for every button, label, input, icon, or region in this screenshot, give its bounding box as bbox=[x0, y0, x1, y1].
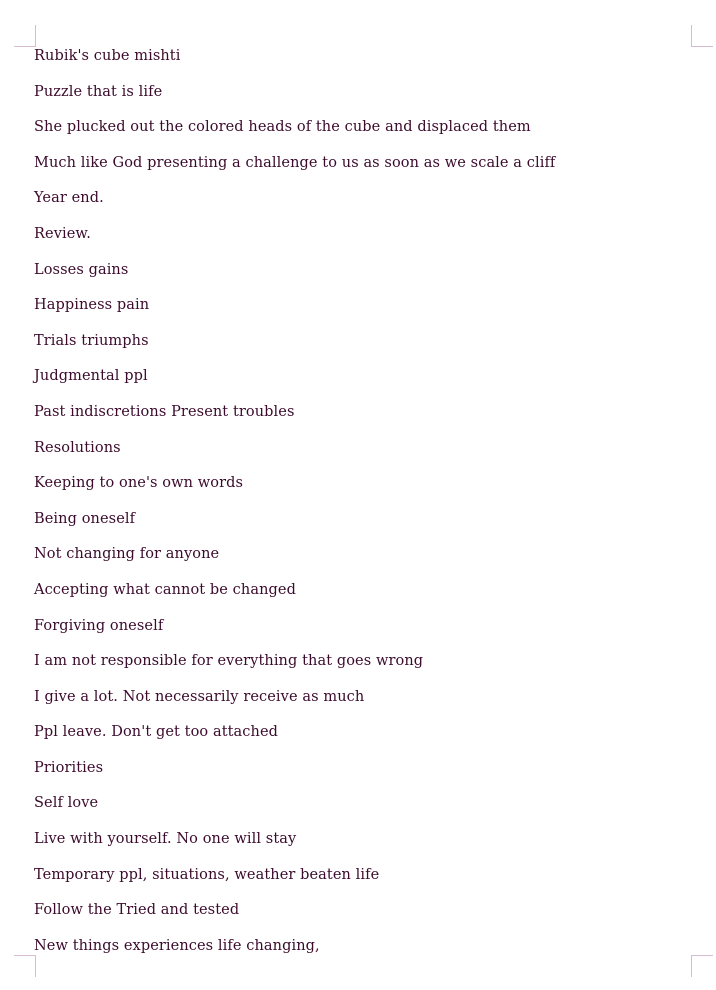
text-line: Being oneself bbox=[34, 510, 136, 527]
crop-mark-bottom-left bbox=[14, 955, 36, 977]
text-line: I give a lot. Not necessarily receive as much bbox=[34, 688, 365, 705]
text-line: Happiness pain bbox=[34, 297, 150, 314]
text-line: Losses gains bbox=[34, 261, 129, 278]
text-line: Temporary ppl, situations, weather beaten life bbox=[34, 866, 380, 883]
text-line: Year end. bbox=[34, 190, 104, 207]
text-line: Priorities bbox=[34, 759, 104, 776]
text-line: New things experiences life changing, bbox=[34, 937, 320, 954]
text-line: I am not responsible for everything that goes wrong bbox=[34, 653, 424, 670]
text-line: Keeping to one's own words bbox=[34, 475, 244, 492]
text-line: Accepting what cannot be changed bbox=[34, 581, 296, 598]
text-line: Much like God presenting a challenge to us as soon as we scale a cliff bbox=[34, 154, 556, 171]
text-line: Forgiving oneself bbox=[34, 617, 164, 634]
text-line: Review. bbox=[34, 225, 91, 242]
text-line: Puzzle that is life bbox=[34, 83, 163, 100]
text-line: Not changing for anyone bbox=[34, 546, 220, 563]
text-line: Trials triumphs bbox=[34, 332, 149, 349]
text-line: Follow the Tried and tested bbox=[34, 902, 240, 919]
text-line: Ppl leave. Don't get too attached bbox=[34, 724, 279, 741]
text-line: Rubik's cube mishti bbox=[34, 48, 181, 64]
text-line: Resolutions bbox=[34, 439, 121, 456]
text-line: Self love bbox=[34, 795, 99, 812]
crop-mark-top-right bbox=[691, 25, 713, 47]
crop-mark-bottom-right bbox=[691, 955, 713, 977]
text-line: Live with yourself. No one will stay bbox=[34, 831, 297, 848]
text-line: She plucked out the colored heads of the cube and displaced them bbox=[34, 119, 531, 136]
text-line: Judgmental ppl bbox=[34, 368, 148, 385]
crop-mark-top-left bbox=[14, 25, 36, 47]
poem-text-block[interactable] bbox=[34, 45, 674, 970]
text-line: Past indiscretions Present troubles bbox=[34, 403, 295, 420]
